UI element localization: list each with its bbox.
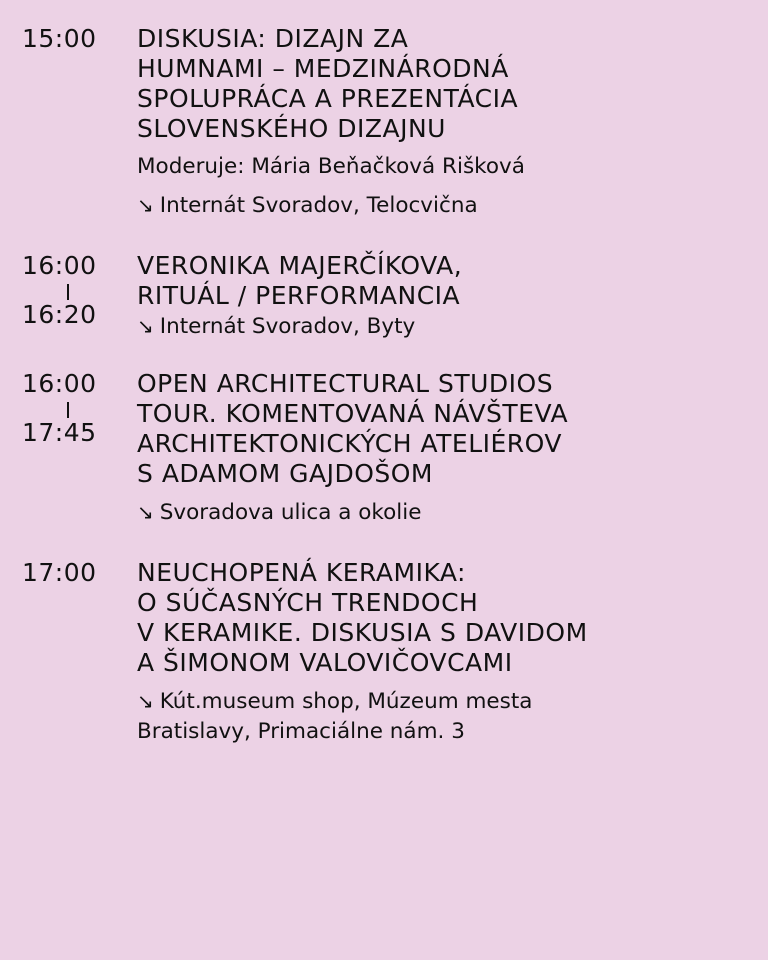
event-time (22, 369, 122, 448)
event-location: ↘ Internát Svoradov, Telocvična (137, 190, 757, 221)
event-location: ↘ Internát Svoradov, Byty (137, 311, 757, 342)
arrow-down-right-icon: ↘ (137, 500, 154, 524)
event-location: ↘ Svoradova ulica a okolie (137, 497, 757, 528)
event-time (22, 24, 122, 54)
event-title: NEUCHOPENÁ KERAMIKA: O SÚČASNÝCH TRENDOCH V KERAMIKE. DISKUSIA S DAVIDOM A ŠIMONOM VALOVIČOVCAMI (137, 558, 588, 677)
event-title: OPEN ARCHITECTURAL STUDIOS TOUR. KOMENTOVANÁ NÁVŠTEVA ARCHITEKTONICKÝCH ATELIÉROV S ADAMOM GAJDOŠOM (137, 369, 569, 488)
event-time (22, 558, 122, 588)
time-start: 16:00 (22, 251, 97, 280)
event-location: ↘ Kút.museum shop, Múzeum mesta Bratislavy, Primaciálne nám. 3 (137, 686, 757, 747)
event-moderator: Moderuje: Mária Beňačková Rišková (137, 154, 525, 179)
arrow-down-right-icon: ↘ (137, 689, 154, 713)
arrow-down-right-icon: ↘ (137, 314, 154, 338)
event-content (137, 558, 757, 747)
time-end: 17:45 (22, 418, 97, 447)
event-content (137, 251, 757, 342)
event-title: VERONIKA MAJERČÍKOVA, RITUÁL / PERFORMANCIA (137, 251, 463, 310)
time-separator (67, 402, 69, 418)
event-title: DISKUSIA: DIZAJN ZA HUMNAMI – MEDZINÁRODNÁ SPOLUPRÁCA A PREZENTÁCIA SLOVENSKÉHO DIZAJNU (137, 24, 519, 143)
arrow-down-right-icon: ↘ (137, 193, 154, 217)
event-content (137, 369, 757, 528)
event-time (22, 251, 122, 330)
time-start: 15:00 (22, 24, 97, 53)
time-start: 17:00 (22, 558, 97, 587)
time-separator (67, 284, 69, 300)
event-content (137, 24, 757, 221)
time-start: 16:00 (22, 369, 97, 398)
time-end: 16:20 (22, 300, 97, 329)
